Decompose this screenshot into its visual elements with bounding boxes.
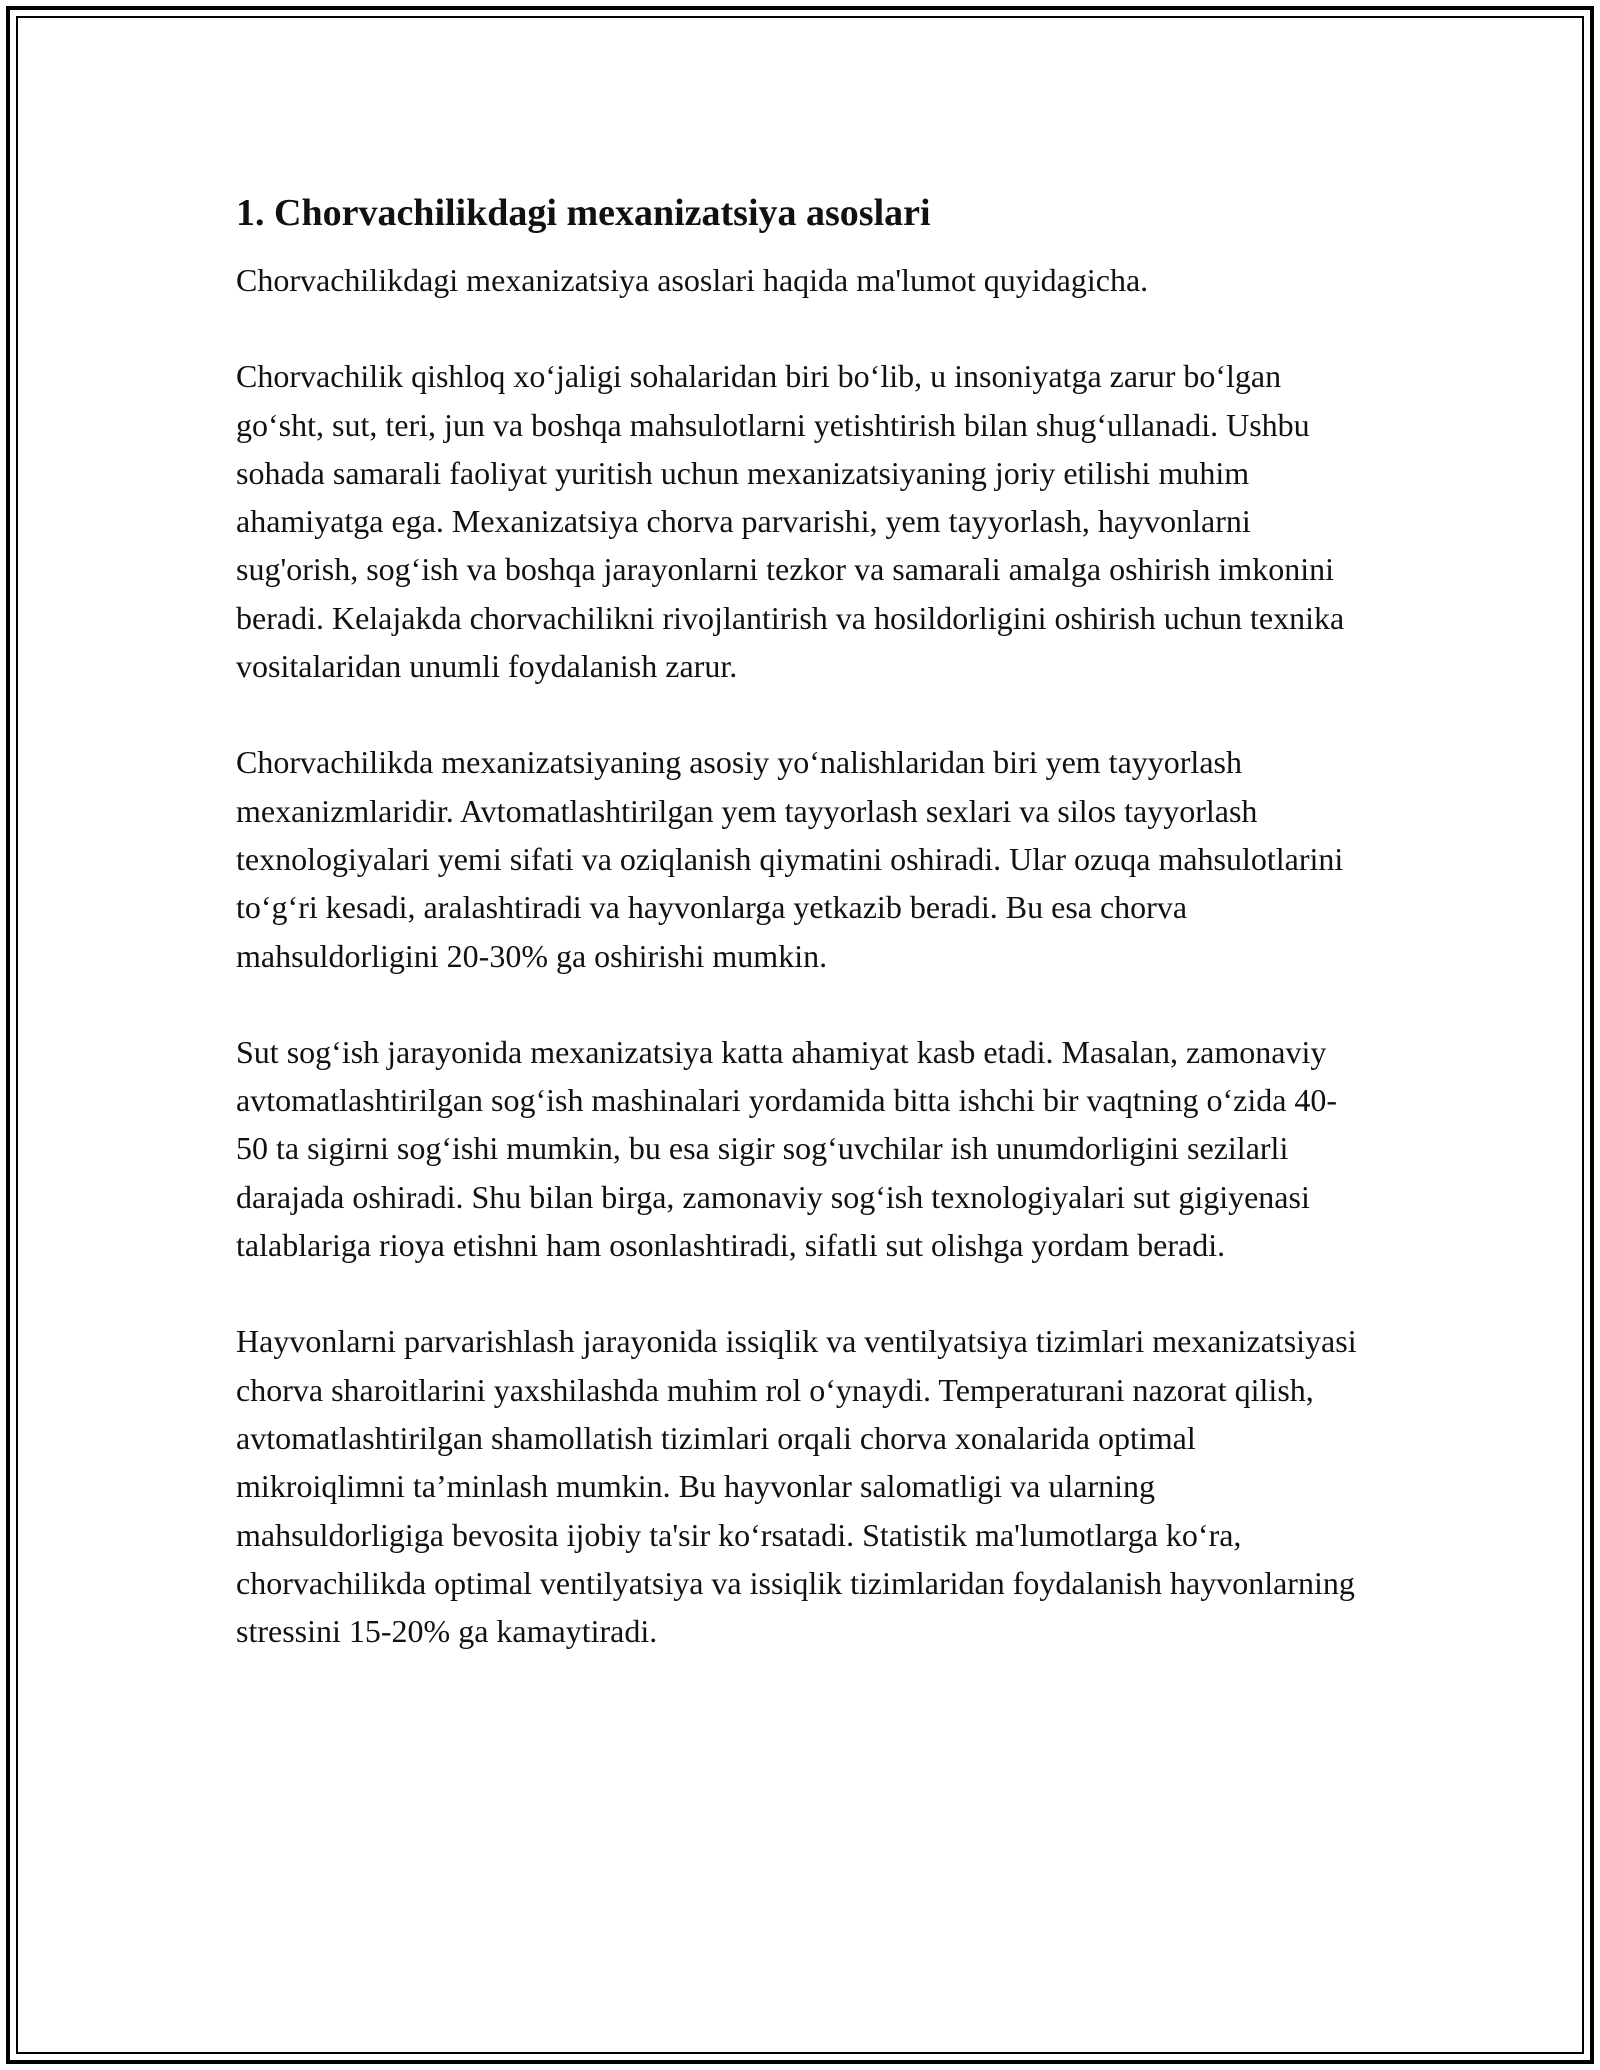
intro-paragraph: Chorvachilikdagi mexanizatsiya asoslari haqida ma'lumot quyidagicha. bbox=[236, 262, 1149, 298]
paragraph-ventilation: Hayvonlarni parvarishlash jarayonida issiqlik va ventilyatsiya tizimlari mexanizatsiyasi chorva sharoitlarini yaxshilashda muhim rol o‘ynaydi. Temperaturani nazorat qilish, avtomatlashtirilgan shamollatish tizimlari orqali chorva xonalarida optimal mikroiqlimni ta’minlash mumkin. Bu hayvonlar salomatligi va ularning mahsuldorligiga bevosita ijobiy ta'sir ko‘rsatadi. Statistik ma'lumotlarga ko‘ra, chorvachilikda optimal ventilyatsiya va issiqlik tizimlaridan foydalanish hayvonlarning stressini 15-20% ga kamaytiradi. bbox=[236, 1323, 1357, 1650]
paragraph-livestock-overview: Chorvachilik qishloq xo‘jaligi sohalaridan biri bo‘lib, u insoniyatga zarur bo‘lgan go‘sht, sut, teri, jun va boshqa mahsulotlarni yetishtirish bilan shug‘ullanadi. Ushbu sohada samarali faoliyat yuritish uchun mexanizatsiyaning joriy etilishi muhim ahamiyatga ega. Mexanizatsiya chorva parvarishi, yem tayyorlash, hayvonlarni sug'orish, sog‘ish va boshqa jarayonlarni tezkor va samarali amalga oshirish imkonini beradi. Kelajakda chorvachilikni rivojlantirish va hosildorligini oshirish uchun texnika vositalaridan unumli foydalanish zarur. bbox=[236, 358, 1345, 685]
document-body bbox=[236, 186, 1366, 1703]
paragraph-milking: Sut sog‘ish jarayonida mexanizatsiya katta ahamiyat kasb etadi. Masalan, zamonaviy avtomatlashtirilgan sog‘ish mashinalari yordamida bitta ishchi bir vaqtning o‘zida 40-50 ta sigirni sog‘ishi mumkin, bu esa sigir sog‘uvchilar ish unumdorligini sezilarli darajada oshiradi. Shu bilan birga, zamonaviy sog‘ish texnologiyalari sut gigiyenasi talablariga rioya etishni ham osonlashtiradi, sifatli sut olishga yordam beradi. bbox=[236, 1033, 1338, 1264]
paragraph-feed-preparation: Chorvachilikda mexanizatsiyaning asosiy yo‘nalishlaridan biri yem tayyorlash mexanizmlaridir. Avtomatlashtirilgan yem tayyorlash sexlari va silos tayyorlash texnologiyalari yemi sifati va oziqlanish qiymatini oshiradi. Ular ozuqa mahsulotlarini to‘g‘ri kesadi, aralashtiradi va hayvonlarga yetkazib beradi. Bu esa chorva mahsuldorligini 20-30% ga oshirishi mumkin. bbox=[236, 744, 1344, 974]
section-title: 1. Chorvachilikdagi mexanizatsiya asoslari bbox=[236, 192, 931, 234]
